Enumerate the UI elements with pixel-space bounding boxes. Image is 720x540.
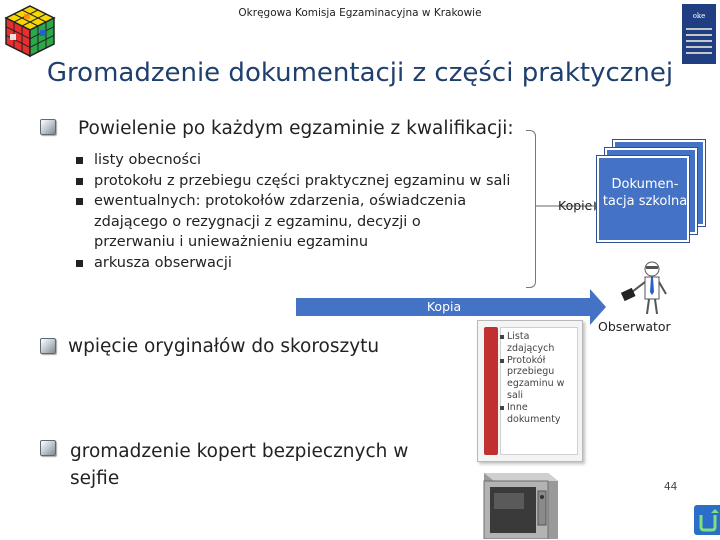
return-icon (694, 505, 720, 535)
list-item: ewentualnych: protokołów zdarzenia, oświadczenia zdającego o rezygnacji z egzaminu, decyzji o przerwaniu i unieważnieniu egzaminu (74, 191, 504, 253)
list-item: protokołu z przebiegu części praktycznej egzaminu w sali (74, 171, 534, 192)
binder-list (500, 331, 578, 425)
bullet-box-icon (40, 440, 56, 456)
school-documentation-stack (597, 140, 707, 250)
bullet-box-icon (40, 338, 56, 354)
list-item: arkusza obserwacji (74, 253, 534, 274)
list-item: listy obecności (74, 150, 534, 171)
list-bracket (526, 130, 536, 288)
oke-logo (682, 4, 716, 64)
bullet-box-icon (40, 119, 56, 135)
kopie-label: Kopie (558, 198, 593, 213)
kopia-label: Kopia (426, 299, 462, 314)
page-number: 44 (664, 481, 678, 493)
list-item: Protokół przebiegu egzaminu w sali (500, 355, 578, 402)
bullet-safe: gromadzenie kopert bezpiecznych w sejfie (70, 441, 409, 489)
slide-title: Gromadzenie dokumentacji z części praktycznej (46, 58, 674, 88)
person-icon (616, 260, 676, 320)
list-item: Lista zdających (500, 331, 578, 355)
list-item: Inne dokumenty (500, 402, 578, 426)
obserwator-label: Obserwator (598, 319, 671, 334)
organization-header: Okręgowa Komisja Egzaminacyjna w Krakowie (238, 7, 482, 19)
bullet-binder: wpięcie oryginałów do skoroszytu (68, 336, 380, 357)
doc-label: Dokumen-tacja szkolna (602, 177, 688, 209)
bullet-duplication: Powielenie po każdym egzaminie z kwalifikacji: (78, 118, 514, 139)
return-button[interactable] (694, 505, 720, 535)
logo-letters: oke (692, 12, 706, 20)
safe-icon (478, 467, 562, 539)
duplication-list (74, 150, 534, 273)
